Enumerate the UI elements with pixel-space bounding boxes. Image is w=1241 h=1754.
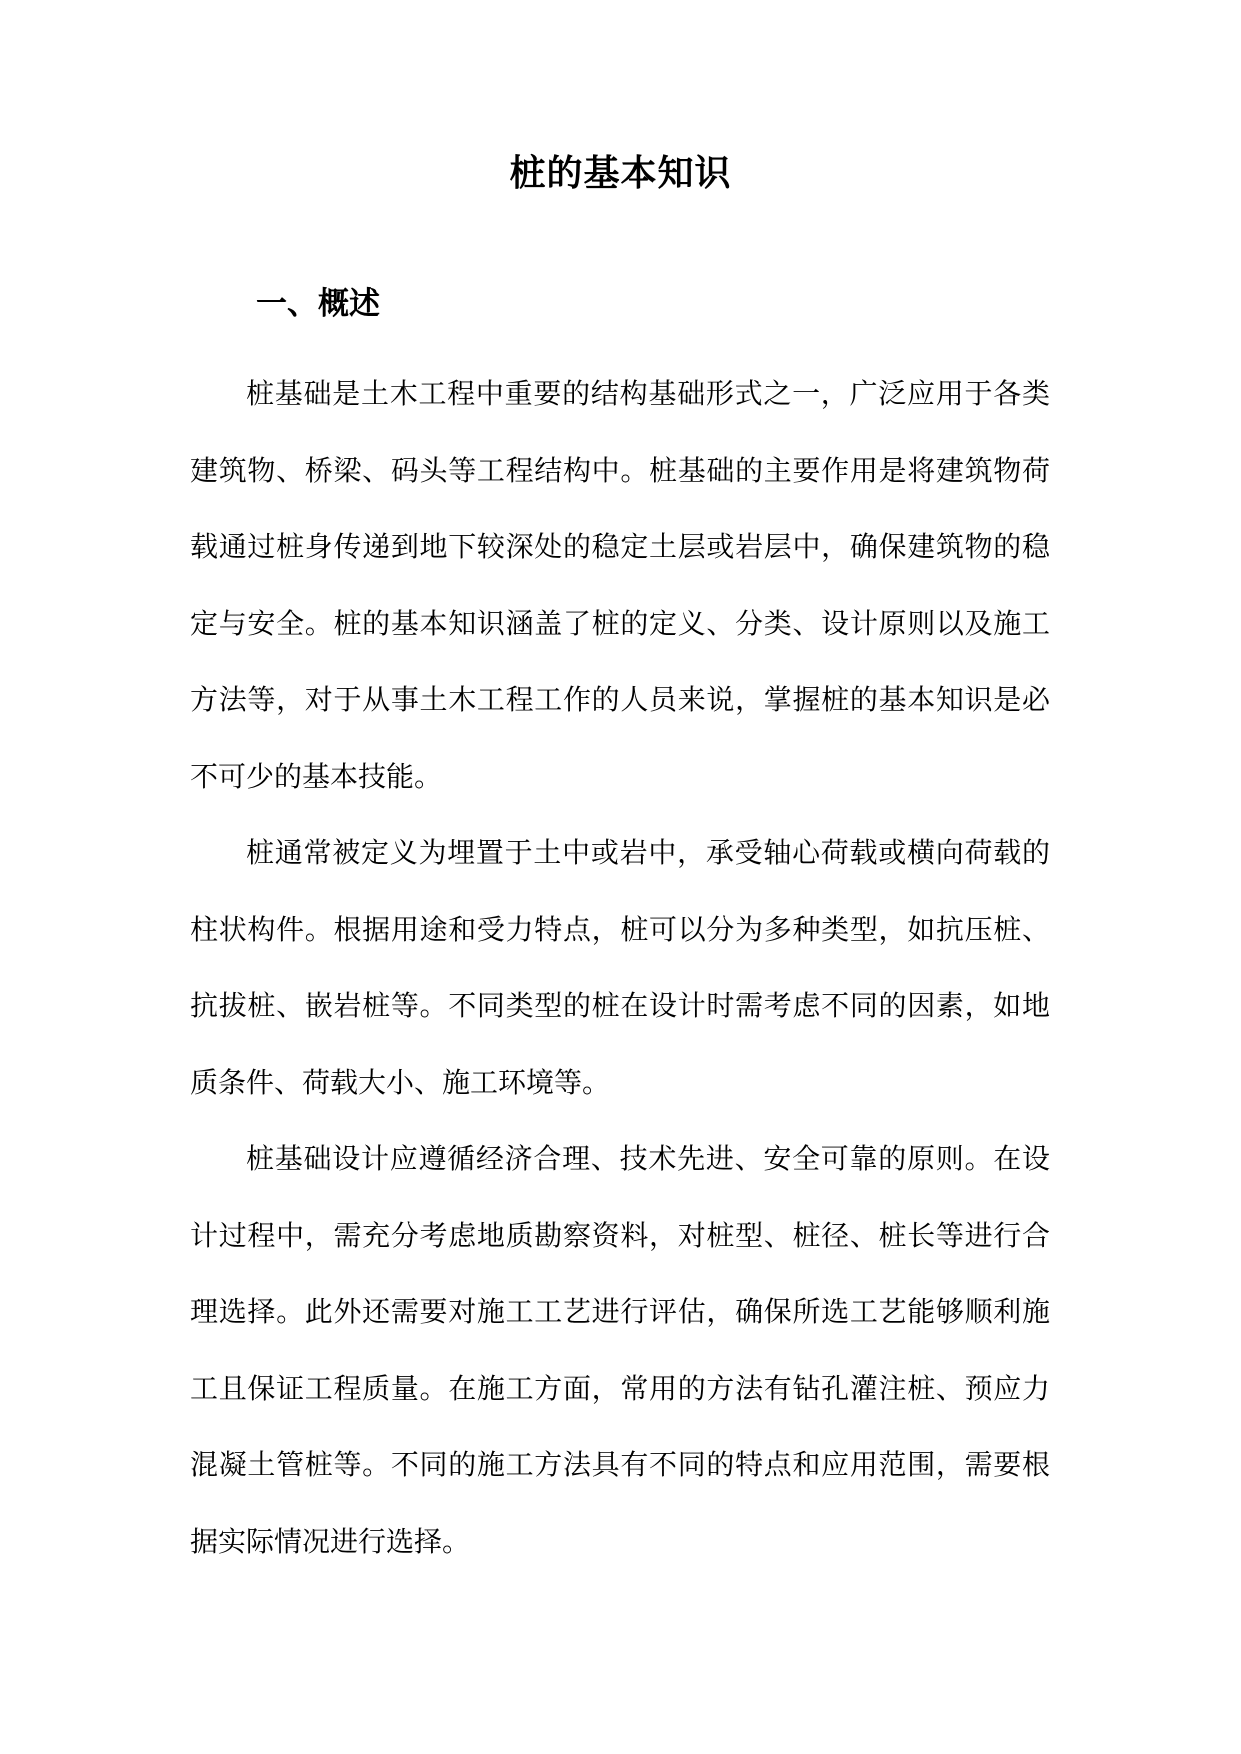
section-heading: 一、概述 [256, 286, 380, 322]
document-title: 桩的基本知识 [509, 152, 732, 194]
paragraph-design-principles: 桩基础设计应遵循经济合理、技术先进、安全可靠的原则。在设计过程中，需充分考虑地质勘察资料，对桩型、桩径、桩长等进行合理选择。此外还需要对施工工艺进行评估，确保所选工艺能够顺利施工且保证工程质量。在施工方面，常用的方法有钻孔灌注桩、预应力混凝土管桩等。不同的施工方法具有不同的特点和应用范围，需要根据实际情况进行选择。 [190, 1142, 1050, 1558]
paragraph-overview: 桩基础是土木工程中重要的结构基础形式之一，广泛应用于各类建筑物、桥梁、码头等工程结构中。桩基础的主要作用是将建筑物荷载通过桩身传递到地下较深处的稳定土层或岩层中，确保建筑物的稳定与安全。桩的基本知识涵盖了桩的定义、分类、设计原则以及施工方法等，对于从事土木工程工作的人员来说，掌握桩的基本知识是必不可少的基本技能。 [190, 377, 1050, 793]
paragraph-definition: 桩通常被定义为埋置于土中或岩中，承受轴心荷载或横向荷载的柱状构件。根据用途和受力特点，桩可以分为多种类型，如抗压桩、抗拔桩、嵌岩桩等。不同类型的桩在设计时需考虑不同的因素，如地质条件、荷载大小、施工环境等。 [190, 836, 1050, 1099]
